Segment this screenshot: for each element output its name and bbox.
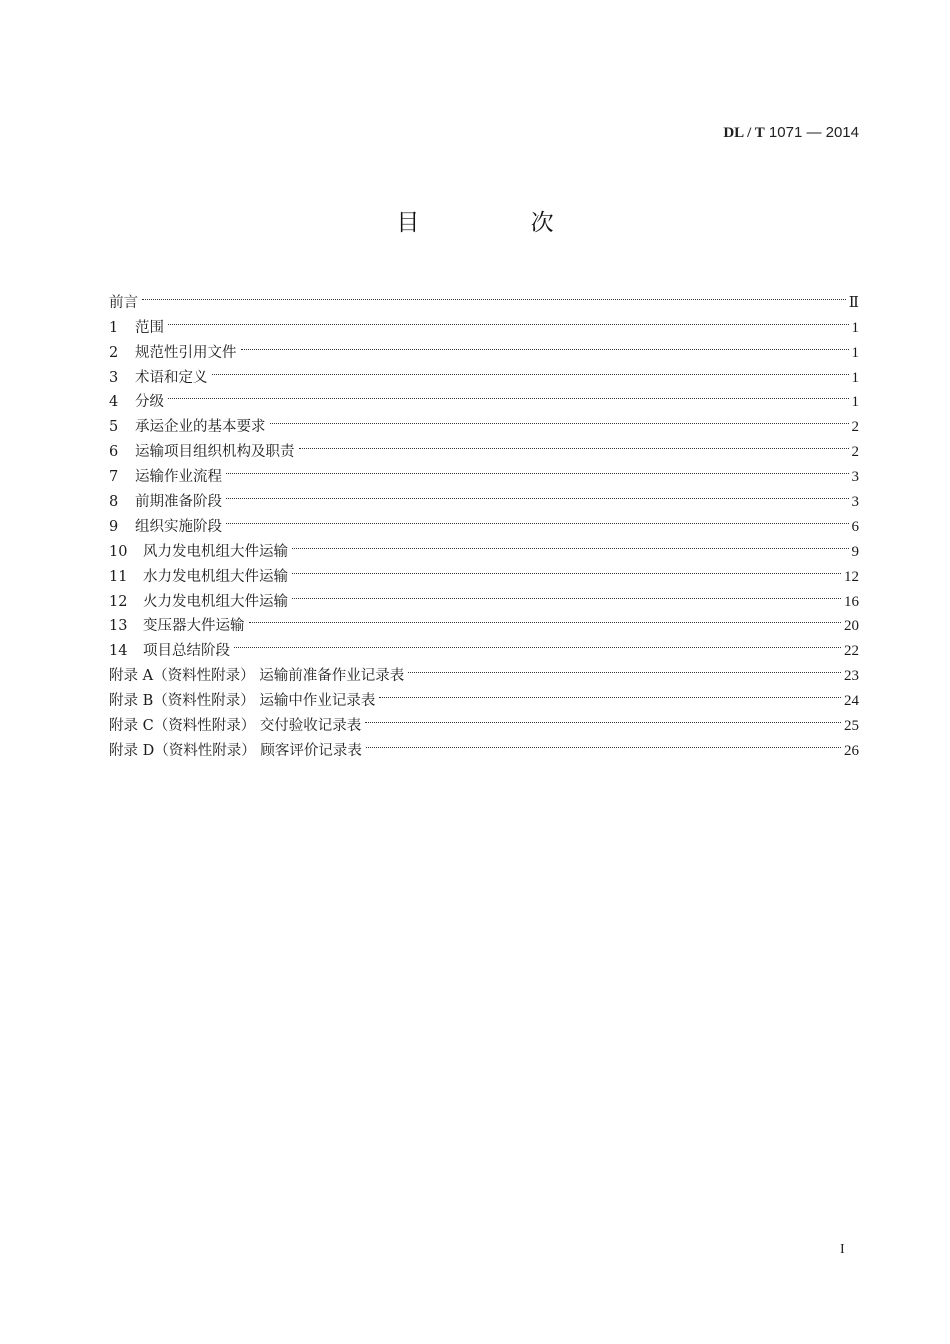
toc-dot-leader — [212, 357, 849, 382]
toc-dot-leader — [408, 655, 841, 680]
toc-entry-page: 25 — [844, 718, 859, 735]
toc-dot-leader — [226, 481, 849, 506]
toc-entry-foreword[interactable] — [109, 282, 859, 311]
toc-entry-label: 变压器大件运输 — [143, 618, 245, 635]
toc-dot-leader — [142, 282, 846, 307]
page-number: I — [840, 1242, 845, 1257]
toc-entry-page: 2 — [851, 444, 859, 461]
toc-entry-page: 12 — [844, 568, 859, 585]
toc-entry-page: Ⅱ — [848, 294, 859, 311]
toc-entry-number: 7 — [109, 469, 119, 486]
toc-entry-label: 运输项目组织机构及职责 — [135, 444, 295, 461]
toc-entry-label: 风力发电机组大件运输 — [143, 543, 288, 560]
toc-entry-number: 6 — [109, 444, 119, 461]
toc-entry-label: 附录 A（资料性附录） 运输前准备作业记录表 — [109, 668, 405, 685]
toc-entry-page: 26 — [844, 742, 859, 759]
toc-entry-label: 前言 — [109, 294, 138, 311]
toc-entry-page: 6 — [851, 518, 859, 535]
toc-entry-label: 运输作业流程 — [135, 469, 222, 486]
toc-entry-label: 范围 — [135, 319, 164, 336]
toc-entry-page: 3 — [851, 469, 859, 486]
toc-dot-leader — [226, 506, 849, 531]
toc-entry-number: 12 — [109, 593, 128, 610]
toc-entry-number: 2 — [109, 344, 119, 361]
toc-entry-label: 承运企业的基本要求 — [135, 419, 266, 436]
toc-dot-leader — [241, 332, 849, 357]
page-title: 目 次 — [396, 210, 606, 236]
toc-entry-number: 4 — [109, 394, 119, 411]
toc-dot-leader — [226, 456, 849, 481]
document-code-prefix: DL / T — [723, 125, 765, 141]
toc-entry-page: 2 — [851, 419, 859, 436]
toc-entry-number: 1 — [109, 319, 119, 336]
toc-entry-page: 24 — [844, 693, 859, 710]
toc-entry-page: 1 — [851, 344, 859, 361]
toc-entry-2[interactable] — [109, 332, 859, 361]
toc-dot-leader — [366, 730, 841, 755]
document-code-number: 1071 — 2014 — [768, 124, 859, 141]
toc-entry-page: 20 — [844, 618, 859, 635]
toc-entry-label: 术语和定义 — [135, 369, 208, 386]
toc-entry-page: 16 — [844, 593, 859, 610]
toc-entry-label: 附录 B（资料性附录） 运输中作业记录表 — [109, 693, 376, 710]
toc-entry-number: 8 — [109, 494, 119, 511]
toc-dot-leader — [292, 581, 841, 606]
toc-entry-number: 9 — [109, 518, 119, 535]
toc-entry-number: 14 — [109, 643, 128, 660]
toc-entry-label: 火力发电机组大件运输 — [143, 593, 288, 610]
toc-entry-page: 1 — [851, 394, 859, 411]
toc-entry-5[interactable] — [109, 406, 859, 436]
toc-dot-leader — [379, 680, 841, 705]
toc-entry-label: 组织实施阶段 — [135, 518, 222, 535]
toc-entry-label: 水力发电机组大件运输 — [143, 568, 288, 585]
toc-entry-page: 3 — [851, 494, 859, 511]
toc-entry-page: 9 — [851, 543, 859, 560]
toc-dot-leader — [168, 382, 849, 407]
toc-entry-page: 22 — [844, 643, 859, 660]
toc-entry-3[interactable] — [109, 357, 859, 386]
toc-dot-leader — [249, 606, 842, 631]
toc-entry-number: 10 — [109, 543, 128, 560]
toc-entry-4[interactable] — [109, 382, 859, 411]
toc-entry-label: 附录 C（资料性附录） 交付验收记录表 — [109, 718, 362, 735]
toc-entry-label: 项目总结阶段 — [143, 643, 230, 660]
toc-entry-label: 前期准备阶段 — [135, 494, 222, 511]
toc-entry-1[interactable] — [109, 307, 859, 336]
toc-dot-leader — [365, 705, 841, 730]
toc-dot-leader — [292, 556, 841, 581]
document-code — [723, 124, 859, 142]
toc-entry-page: 1 — [851, 319, 859, 336]
toc-entry-number: 13 — [109, 618, 128, 635]
toc-entry-label: 规范性引用文件 — [135, 344, 237, 361]
toc-dot-leader — [270, 406, 849, 431]
toc-dot-leader — [292, 531, 849, 556]
toc-entry-label: 附录 D（资料性附录） 顾客评价记录表 — [109, 742, 362, 759]
toc-dot-leader — [299, 431, 849, 456]
toc-entry-label: 分级 — [135, 394, 164, 411]
toc-entry-page: 23 — [844, 668, 859, 685]
toc-entry-number: 5 — [109, 419, 119, 436]
toc-dot-leader — [234, 630, 841, 655]
toc-entry-number: 11 — [109, 568, 128, 585]
toc-entry-page: 1 — [851, 369, 859, 386]
table-of-contents — [109, 282, 859, 759]
toc-entry-number: 3 — [109, 369, 119, 386]
toc-dot-leader — [168, 307, 849, 332]
